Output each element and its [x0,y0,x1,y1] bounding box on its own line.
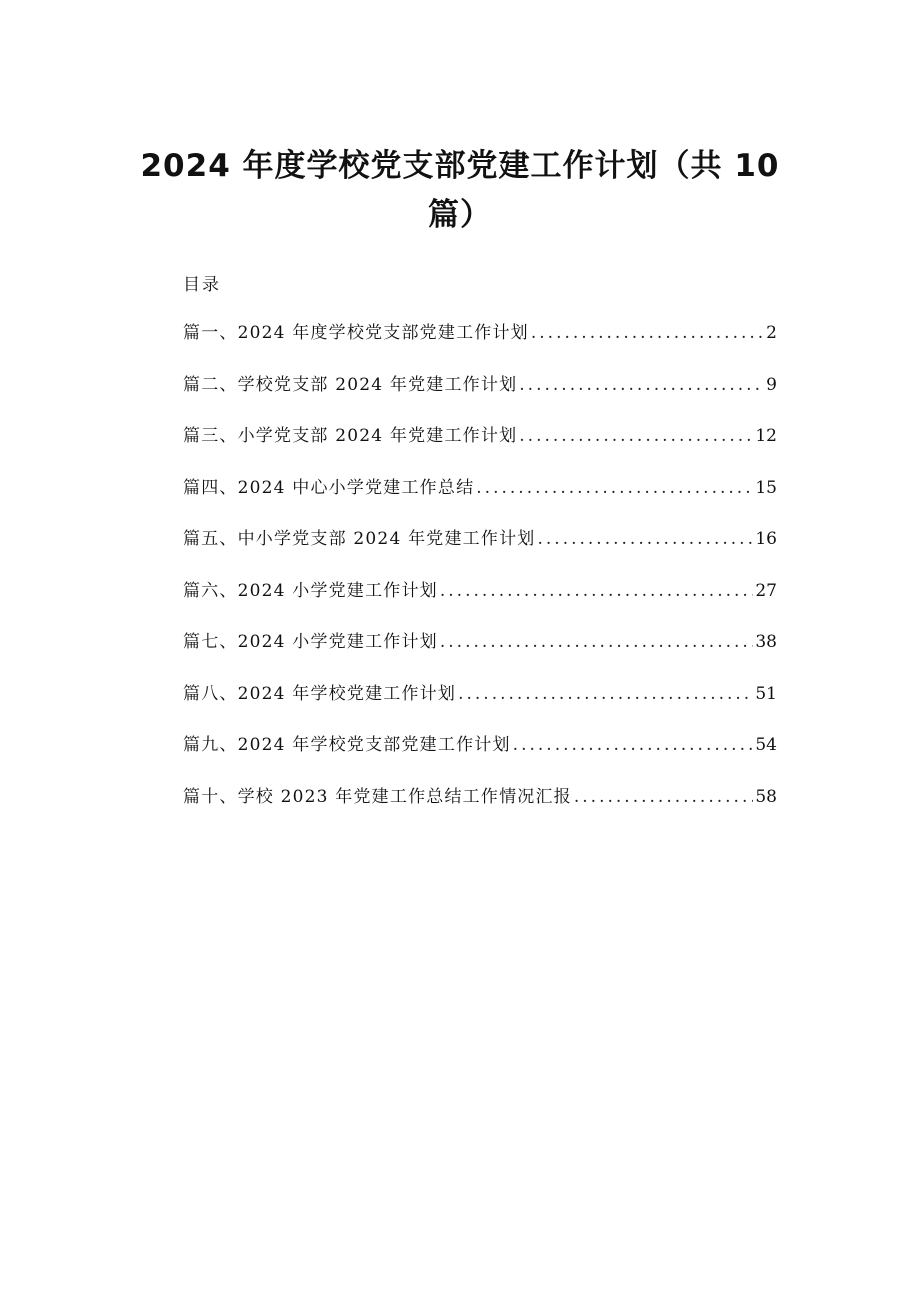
toc-page-number: 15 [755,477,777,498]
toc-entry-label: 篇六、2024 小学党建工作计划 [183,580,438,601]
toc-page-number: 2 [766,323,777,343]
toc-entry-7[interactable] [183,627,777,679]
toc-entry-label: 篇十、学校 2023 年党建工作总结工作情况汇报 [183,786,572,807]
toc-entry-label: 篇五、中小学党支部 2024 年党建工作计划 [183,529,536,549]
toc-entry-label: 篇九、2024 年学校党支部党建工作计划 [183,735,511,755]
toc-dot-leader [519,370,764,400]
document-title-line-1: 2024 年度学校党支部党建工作计划（共 10 [140,148,780,184]
toc-dot-leader [531,318,764,348]
toc-entry-3[interactable] [183,421,777,473]
toc-page-number: 38 [755,632,777,652]
toc-page-number: 9 [766,374,777,395]
toc-page-number: 58 [755,786,777,807]
toc-entry-5[interactable] [183,524,777,576]
toc-dot-leader [513,730,754,760]
toc-entry-label: 篇八、2024 年学校党建工作计划 [183,683,457,704]
toc-entry-1[interactable] [183,318,777,370]
toc-page-number: 54 [755,735,777,755]
toc-page-number: 27 [755,580,777,601]
document-title-line-2: 篇） [428,197,492,233]
toc-entry-label: 篇四、2024 中心小学党建工作总结 [183,477,475,498]
toc-entry-label: 篇二、学校党支部 2024 年党建工作计划 [183,374,518,395]
toc-entry-label: 篇三、小学党支部 2024 年党建工作计划 [183,426,518,446]
toc-entry-6[interactable] [183,576,777,628]
toc-heading: 目录 [183,275,221,295]
toc-entry-label: 篇一、2024 年度学校党支部党建工作计划 [183,323,529,343]
toc-dot-leader [574,782,753,812]
toc-dot-leader [440,627,753,657]
toc-dot-leader [519,421,753,451]
toc-entry-8[interactable] [183,679,777,731]
toc-page-number: 51 [755,683,777,704]
toc-dot-leader [440,576,753,606]
toc-page-number: 12 [755,426,777,446]
toc-dot-leader [537,524,753,554]
table-of-contents [183,318,777,833]
toc-entry-9[interactable] [183,730,777,782]
toc-dot-leader [476,473,753,503]
toc-entry-2[interactable] [183,370,777,422]
toc-entry-10[interactable] [183,782,777,834]
toc-dot-leader [458,679,753,709]
toc-entry-4[interactable] [183,473,777,525]
toc-entry-label: 篇七、2024 小学党建工作计划 [183,632,438,652]
toc-page-number: 16 [755,529,777,549]
